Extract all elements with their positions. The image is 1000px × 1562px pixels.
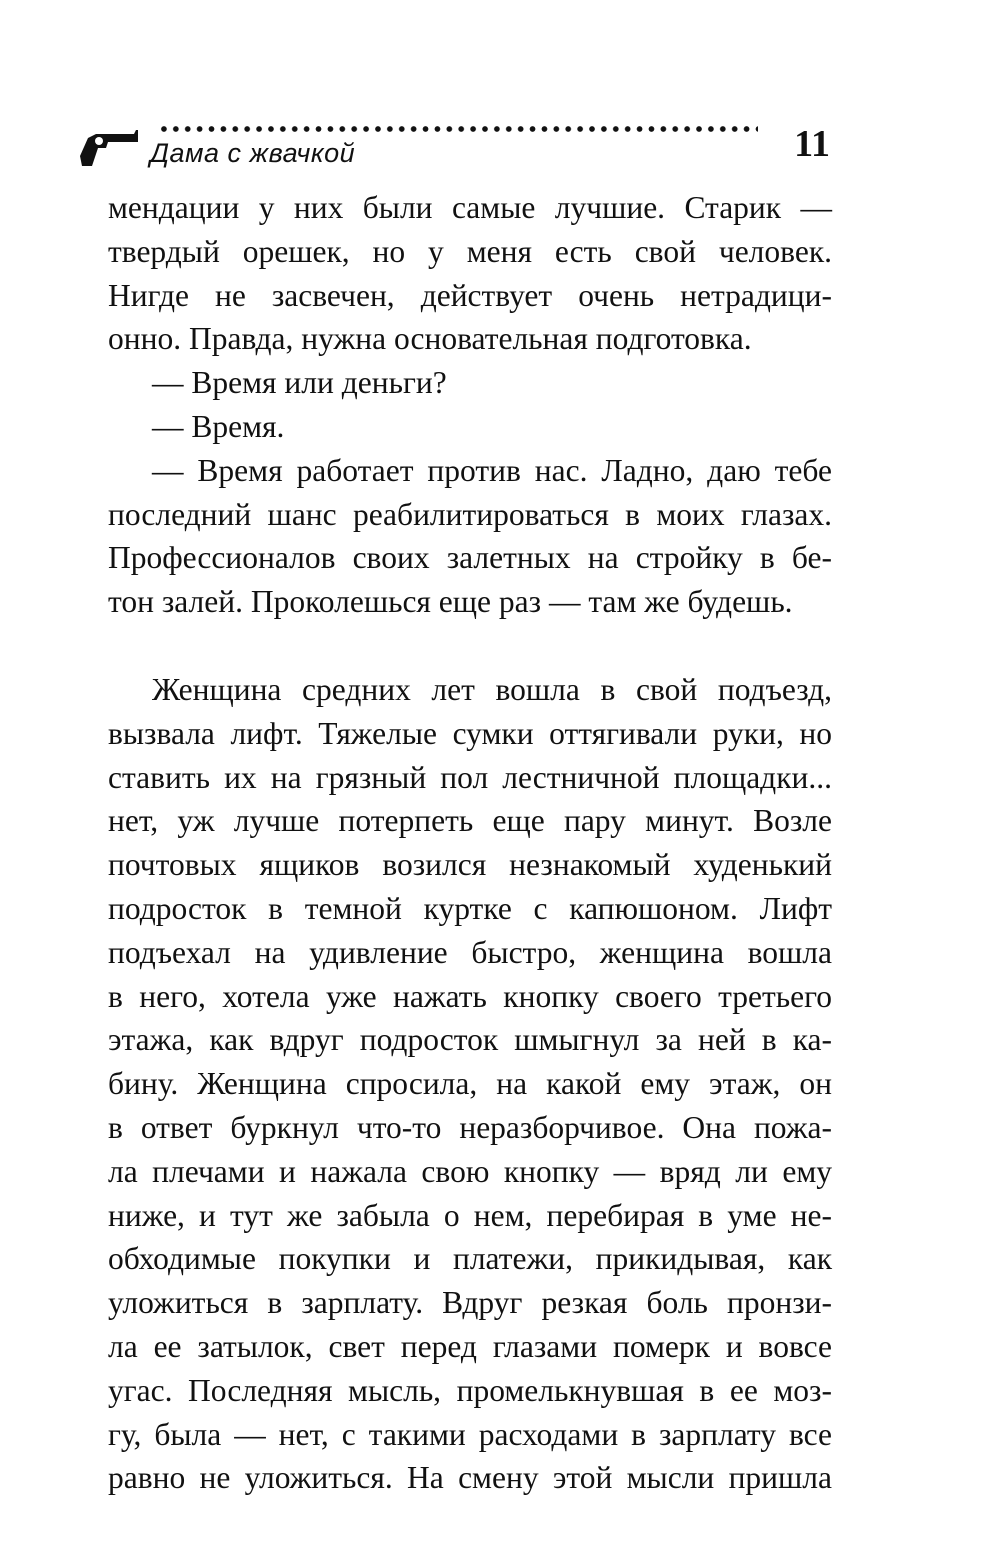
text-line: ставить их на грязный пол лестничной площадки... (108, 759, 832, 795)
text-line: тон залей. Проколешься еще раз — там же будешь. (108, 584, 793, 620)
section-break (108, 624, 832, 668)
dialogue-line: — Время работает против нас. Ладно, даю тебе (152, 452, 832, 488)
text-line: равно не уложиться. На смену этой мысли пришла (108, 1460, 832, 1496)
text-line: уложиться в зарплату. Вдруг резкая боль пронзи- (108, 1285, 832, 1321)
text-line: онно. Правда, нужна основательная подготовка. (108, 321, 752, 357)
text-line: бину. Женщина спросила, на какой ему этаж, он (108, 1066, 832, 1102)
running-title: Дама с жвачкой (150, 138, 356, 168)
text-line: подъехал на удивление быстро, женщина вошла (108, 934, 832, 970)
text-line: почтовых ящиков возился незнакомый худенький (108, 847, 832, 883)
header-dot-leader (158, 122, 758, 136)
text-line: обходимые покупки и платежи, прикидывая, как (108, 1241, 832, 1277)
text-line: ла ее затылок, свет перед глазами померк и вовсе (108, 1328, 832, 1364)
text-line: в ответ буркнул что-то неразборчивое. Она пожа- (108, 1109, 832, 1145)
page-header (78, 118, 838, 178)
body-text (108, 186, 832, 1500)
text-line: Профессионалов своих залетных на стройку в бе- (108, 540, 832, 576)
text-line: твердый орешек, но у меня есть свой человек. (108, 233, 832, 269)
text-line: гу, была — нет, с такими расходами в зарплату все (108, 1416, 832, 1452)
text-line: этажа, как вдруг подросток шмыгнул за ней в ка- (108, 1022, 832, 1058)
text-line: в него, хотела уже нажать кнопку своего третьего (108, 978, 832, 1014)
revolver-icon (78, 126, 138, 168)
text-line: угас. Последняя мысль, промелькнувшая в ее моз- (108, 1372, 832, 1408)
text-line: последний шанс реабилитироваться в моих глазах. (108, 496, 832, 532)
text-line: подросток в темной куртке с капюшоном. Лифт (108, 890, 832, 926)
text-line: Нигде не засвечен, действует очень нетрадици- (108, 277, 832, 313)
text-line: мендации у них были самые лучшие. Старик — (108, 190, 832, 225)
paragraph-start-line: Женщина средних лет вошла в свой подъезд, (152, 671, 832, 707)
page-number: 11 (794, 123, 830, 165)
dialogue-line: — Время или деньги? (152, 365, 447, 401)
text-line: ниже, и тут же забыла о нем, перебирая в уме не- (108, 1197, 832, 1233)
text-line: нет, уж лучше потерпеть еще пару минут. Возле (108, 803, 832, 839)
text-line: вызвала лифт. Тяжелые сумки оттягивали руки, но (108, 715, 832, 751)
dialogue-line: — Время. (152, 408, 285, 444)
text-line: ла плечами и нажала свою кнопку — вряд ли ему (108, 1153, 832, 1189)
